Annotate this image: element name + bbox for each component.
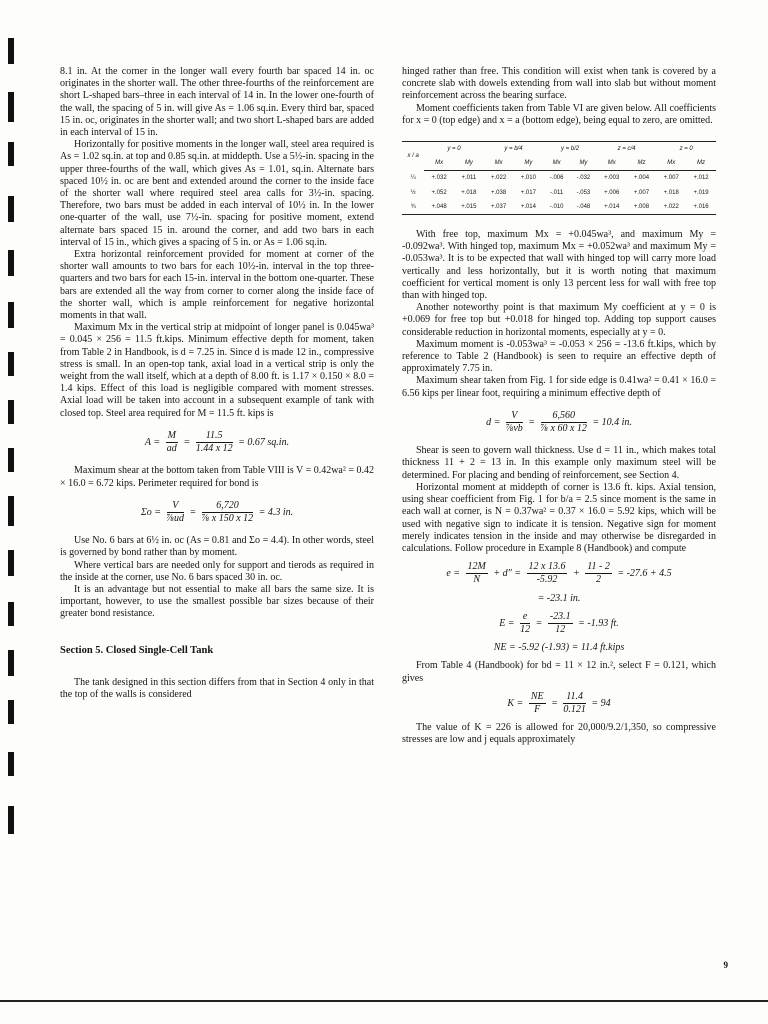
moment-coefficient-table — [402, 141, 716, 215]
table-cell: -.006 — [549, 175, 564, 182]
equation-eccentricity: e = $\frac{12M}{N}$ + d″ = $\frac{12 x 13.6}{-5.92}$ + $\frac{11 - 2}{2}$ = -27.6 + 4.5 — [446, 561, 672, 586]
table-group-header: y = b/2 — [543, 142, 597, 157]
table-sub-header: My — [570, 156, 597, 171]
body-paragraph: Shear is seen to govern wall thickness. Use d = 11 in., which makes total thickness 11 + 2 = 13 in. In this example only maximum steel will be determined. For placing and bending of reinforcement, see Section 4. — [402, 445, 716, 481]
table-cell: +.008 — [627, 200, 657, 215]
fraction: $\frac{11.5}{1.44 x 12}$ — [195, 429, 233, 455]
body-paragraph: hinged rather than free. This condition will exist when tank is covered by a concrete slab with dowels extending from wall into slab but without moment reinforcement across the bearing surface. — [402, 66, 716, 102]
table-sub-header: Mx — [597, 156, 627, 171]
table-cell: +.004 — [633, 175, 650, 182]
table-cell: +.032 — [431, 175, 447, 182]
body-paragraph: From Table 4 (Handbook) for bd = 11 × 12 in.², select F = 0.121, which gives — [402, 660, 716, 684]
binding-mark — [8, 700, 14, 724]
table-group-header-row — [402, 142, 716, 157]
table-cell: +.038 — [491, 189, 507, 196]
table-cell: +.017 — [520, 189, 536, 196]
binding-mark — [8, 250, 14, 276]
binding-mark — [8, 352, 14, 376]
table-row — [402, 186, 716, 200]
table-sub-header: Mz — [627, 156, 657, 171]
table-cell: -.053 — [576, 189, 591, 196]
table-group-header: z = c/4 — [597, 142, 657, 157]
table-sub-header: Mx — [656, 156, 686, 171]
equation-effective-depth: d = $\frac{V}{\text{⅞vb}}$ = $\frac{6,560}{\text{⅞ x 60 x 12}}$ = 10.4 in. — [486, 409, 632, 435]
body-paragraph: Use No. 6 bars at 6½ in. oc (As = 0.81 and Σo = 4.4). In other words, steel is governed by bond rather than by moment. — [60, 535, 374, 559]
binding-mark — [8, 650, 14, 676]
section-heading: Section 5. Closed Single-Cell Tank — [60, 644, 214, 656]
equation-ne: NE = -5.92 (-1.93) = 11.4 ft.kips — [493, 642, 625, 654]
table-sub-header: Mz — [686, 156, 716, 171]
binding-mark — [8, 752, 14, 776]
fraction: $\frac{NE}{F}$ — [530, 690, 544, 715]
binding-mark — [8, 196, 14, 222]
body-paragraph: Horizontal moment at middepth of corner is 13.6 ft. kips. Axial tension, using shear coefficient from Fig. 1 for b/a = 2.5 since moment is the same in each wall at corner, is N = 0.37wa² = 0.37 × 16.0 = 5.92 kips, which will be used with negative sign to indicate it is tension. Negative sign for moment merely indicates tension in the inside and may otherwise be disregarded in calculations. Follow procedure in Example 8 (Handbook) and compute — [402, 481, 716, 554]
body-paragraph: Maximum moment is -0.053wa³ = -0.053 × 256 = -13.6 ft.kips, which by reference to Table 2 (Handbook) is seen to require an effective depth of approximately 7.75 in. — [402, 338, 716, 375]
body-paragraph: It is an advantage but not essential to make all bars the same size. It is important, however, to use the smallest possible bar sizes because of their greater bond resistance. — [60, 583, 374, 620]
binding-mark — [8, 92, 14, 122]
binding-mark — [8, 550, 14, 576]
table-cell: +.003 — [604, 175, 620, 182]
table-cell: +.006 — [604, 189, 620, 196]
binding-mark — [8, 142, 14, 166]
table-cell: +.011 — [461, 175, 477, 182]
table-row-label: ¼ — [410, 175, 416, 182]
fraction: $\frac{11 - 2}{2}$ — [587, 561, 610, 586]
fraction: $\frac{11.4}{0.121}$ — [563, 690, 586, 715]
fraction: $\frac{V}{\text{⅞vb}}$ — [505, 409, 523, 435]
body-paragraph: Maximum shear at the bottom taken from Table VIII is V = 0.42wa² = 0.42 × 16.0 = 6.72 kips. Perimeter required for bond is — [60, 465, 375, 489]
page-number: 9 — [723, 960, 728, 970]
table-cell: +.007 — [633, 189, 650, 196]
body-paragraph: Where vertical bars are needed only for support and tierods as required in the inside at the corner, use No. 6 bars spaced 30 in. oc. — [60, 559, 374, 583]
right-column — [402, 66, 716, 747]
table-sub-header: Mx — [484, 156, 514, 171]
table-cell: +.048 — [424, 200, 454, 215]
binding-mark — [8, 302, 14, 328]
equation-eccentricity-result: = -23.1 in. — [537, 592, 581, 604]
binding-mark — [8, 400, 14, 424]
table-cell: +.018 — [663, 189, 679, 196]
table-row — [402, 200, 716, 215]
body-paragraph: Another noteworthy point is that maximum My coefficient at y = 0 is +0.069 for free top but +0.018 for hinged top. Adding top support causes considerable reduction in horizontal moments, especially at y = 0. — [402, 302, 716, 338]
page-bottom-rule — [0, 1000, 768, 1002]
table-cell: +.022 — [491, 175, 507, 182]
table-cell: +.014 — [513, 200, 543, 215]
table-cell: +.012 — [693, 175, 709, 182]
binding-mark — [8, 448, 14, 472]
equation-k: K = $\frac{NE}{F}$ = $\frac{11.4}{0.121}$ = 94 — [507, 690, 611, 715]
table-cell: +.018 — [461, 189, 477, 196]
body-paragraph: Moment coefficients taken from Table VI are given below. All coefficients for x = 0 (top edge) and x = a (bottom edge), being equal to zero, are omitted. — [402, 102, 716, 126]
table-cell: +.022 — [656, 200, 686, 215]
table-cell: +.037 — [484, 200, 514, 215]
binding-mark — [8, 806, 14, 834]
fraction: $\frac{6,560}{\text{⅞ x 60 x 12}}$ — [540, 409, 587, 435]
binding-mark — [8, 496, 14, 526]
table-corner-label: x / a — [402, 142, 424, 171]
table-row — [402, 171, 716, 186]
body-paragraph: Maximum Mx in the vertical strip at midpoint of longer panel is 0.045wa³ = 0.045 × 256 = 11.5 ft.kips. Minimum effective depth for moment, taken from Table 2 in Handbook, is d = 7.25 in. Since d is made 12 in., compressive stress is small. In an open-top tank, axial load in a vertical strip is only the weight from the wall itself, which at a depth of 8.00 ft. is 1.17 × 0.150 × 8.0 = 1.4 kips. Effect of this load is negligible compared with moment stresses. Axial load will be taken into account in a subsequent example of tank with closed top. Steel area required for M = 11.5 ft. kips is — [60, 322, 374, 419]
body-paragraph: Maximum shear taken from Fig. 1 for side edge is 0.41wa² = 0.41 × 16.0 = 6.56 kips per linear foot, requiring a minimum effective depth of — [402, 375, 716, 399]
table-cell: +.015 — [454, 200, 484, 215]
body-paragraph: With free top, maximum Mx = +0.045wa³, and maximum My = -0.092wa³. With hinged top, maximum Mx = +0.052wa³ and maximum My = -0.053wa³. It is to be expected that wall with hinged top will carry more load vertically and less horizontally, but it is worth noting that maximum coefficient for vertical moment is only 13 percent less for wall with free top than with hinged top. — [402, 229, 716, 302]
fraction: $\frac{e}{12}$ — [520, 610, 531, 635]
equation-eccentricity-feet: E = $\frac{e}{12}$ = $\frac{-23.1}{12}$ = -1.93 ft. — [499, 610, 619, 635]
table-group-header: y = 0 — [424, 142, 484, 157]
body-paragraph: Horizontally for positive moments in the longer wall, steel area required is As = 1.02 sq.in. at top and 0.85 sq.in. at middepth. Use a 5½-in. spacing in the upper three-fourths of the wall, which gives As = 1.01, sq.in. Alternate bars spaced 10½ in. oc are bent and extended around the corner to the inside face of the shorter wall where required steel area calls for 3½-in. spacing. Therefore, two bars must be added in each interval of 10½ in. In the lower one-quarter of the wall, use 7½-in. spacing for positive moment, extend alternate bars spaced 15 in. around the corner, and add two bars in each interval of 15 in., which gives a spacing of 5 in. or As = 1.06 sq.in. — [60, 139, 374, 248]
table-cell: +.016 — [686, 200, 716, 215]
table-cell: -.011 — [550, 189, 564, 196]
table-cell: +.052 — [431, 189, 447, 196]
fraction: $\frac{6,720}{\text{⅞ x 150 x 12}}$ — [201, 499, 254, 524]
table-group-header: y = b/4 — [484, 142, 544, 157]
fraction: $\frac{-23.1}{12}$ — [549, 610, 571, 635]
table-cell: -.048 — [570, 200, 597, 215]
table-sub-header-row — [402, 156, 716, 171]
equation-steel-area: A = $\frac{M}{ad}$ = $\frac{11.5}{1.44 x 12}$ = 0.67 sq.in. — [144, 429, 290, 455]
table-sub-header: My — [513, 156, 543, 171]
table-sub-header: My — [454, 156, 484, 171]
table-cell: -.032 — [576, 175, 591, 182]
fraction: $\frac{12 x 13.6}{-5.92}$ — [528, 561, 566, 586]
fraction: $\frac{M}{ad}$ — [166, 429, 177, 455]
table-cell: -.010 — [543, 200, 570, 215]
body-paragraph: Extra horizontal reinforcement provided for moment at corner of the shorter wall amounts to two bars for each 10½-in. interval in the top three-quarters and two bars for each 15-in. interval in the bottom one-quarter. These bars are extended all the way from corner to corner along the inside face of the shorter wall, which is ample reinforcement for negative horizontal moments in that wall. — [60, 249, 374, 322]
fraction: $\frac{V}{\text{⅞ud}}$ — [166, 499, 185, 524]
table-cell: +.019 — [693, 189, 709, 196]
body-paragraph: The tank designed in this section differs from that in Section 4 only in that the top of the walls is considered — [60, 676, 374, 700]
equation-bond-perimeter: Σo = $\frac{V}{\text{⅞ud}}$ = $\frac{6,720}{\text{⅞ x 150 x 12}}$ = 4.3 in. — [140, 499, 294, 524]
table-cell: +.014 — [597, 200, 627, 215]
body-paragraph: 8.1 in. At the corner in the longer wall every fourth bar spaced 14 in. oc originates in the shorter wall. The other three-fourths of the reinforcement are short L-shaped bars–three in each interval of 14 in. In the lower one-fourth of the wall, the spacing of 5 in. will give As = 1.06 sq.in. Every third bar, spaced 15 in. oc, originates in the shorter wall; and two short L-shaped bars are added in each interval of 15 in. — [60, 66, 374, 139]
table-sub-header: Mx — [543, 156, 570, 171]
table-cell: +.007 — [663, 175, 679, 182]
binding-mark — [8, 602, 14, 626]
table-group-header: z = 0 — [656, 142, 716, 157]
table-row-label: ½ — [410, 189, 416, 196]
body-paragraph: The value of K = 226 is allowed for 20,000/9.2/1,350, so compressive stresses are low and j equals approximately — [402, 722, 716, 746]
table-row-label: ¾ — [402, 200, 424, 215]
binding-mark — [8, 38, 14, 64]
fraction: $\frac{12M}{N}$ — [467, 561, 486, 586]
left-column — [60, 66, 374, 701]
table-cell: +.010 — [520, 175, 536, 182]
table-sub-header: Mx — [424, 156, 454, 171]
